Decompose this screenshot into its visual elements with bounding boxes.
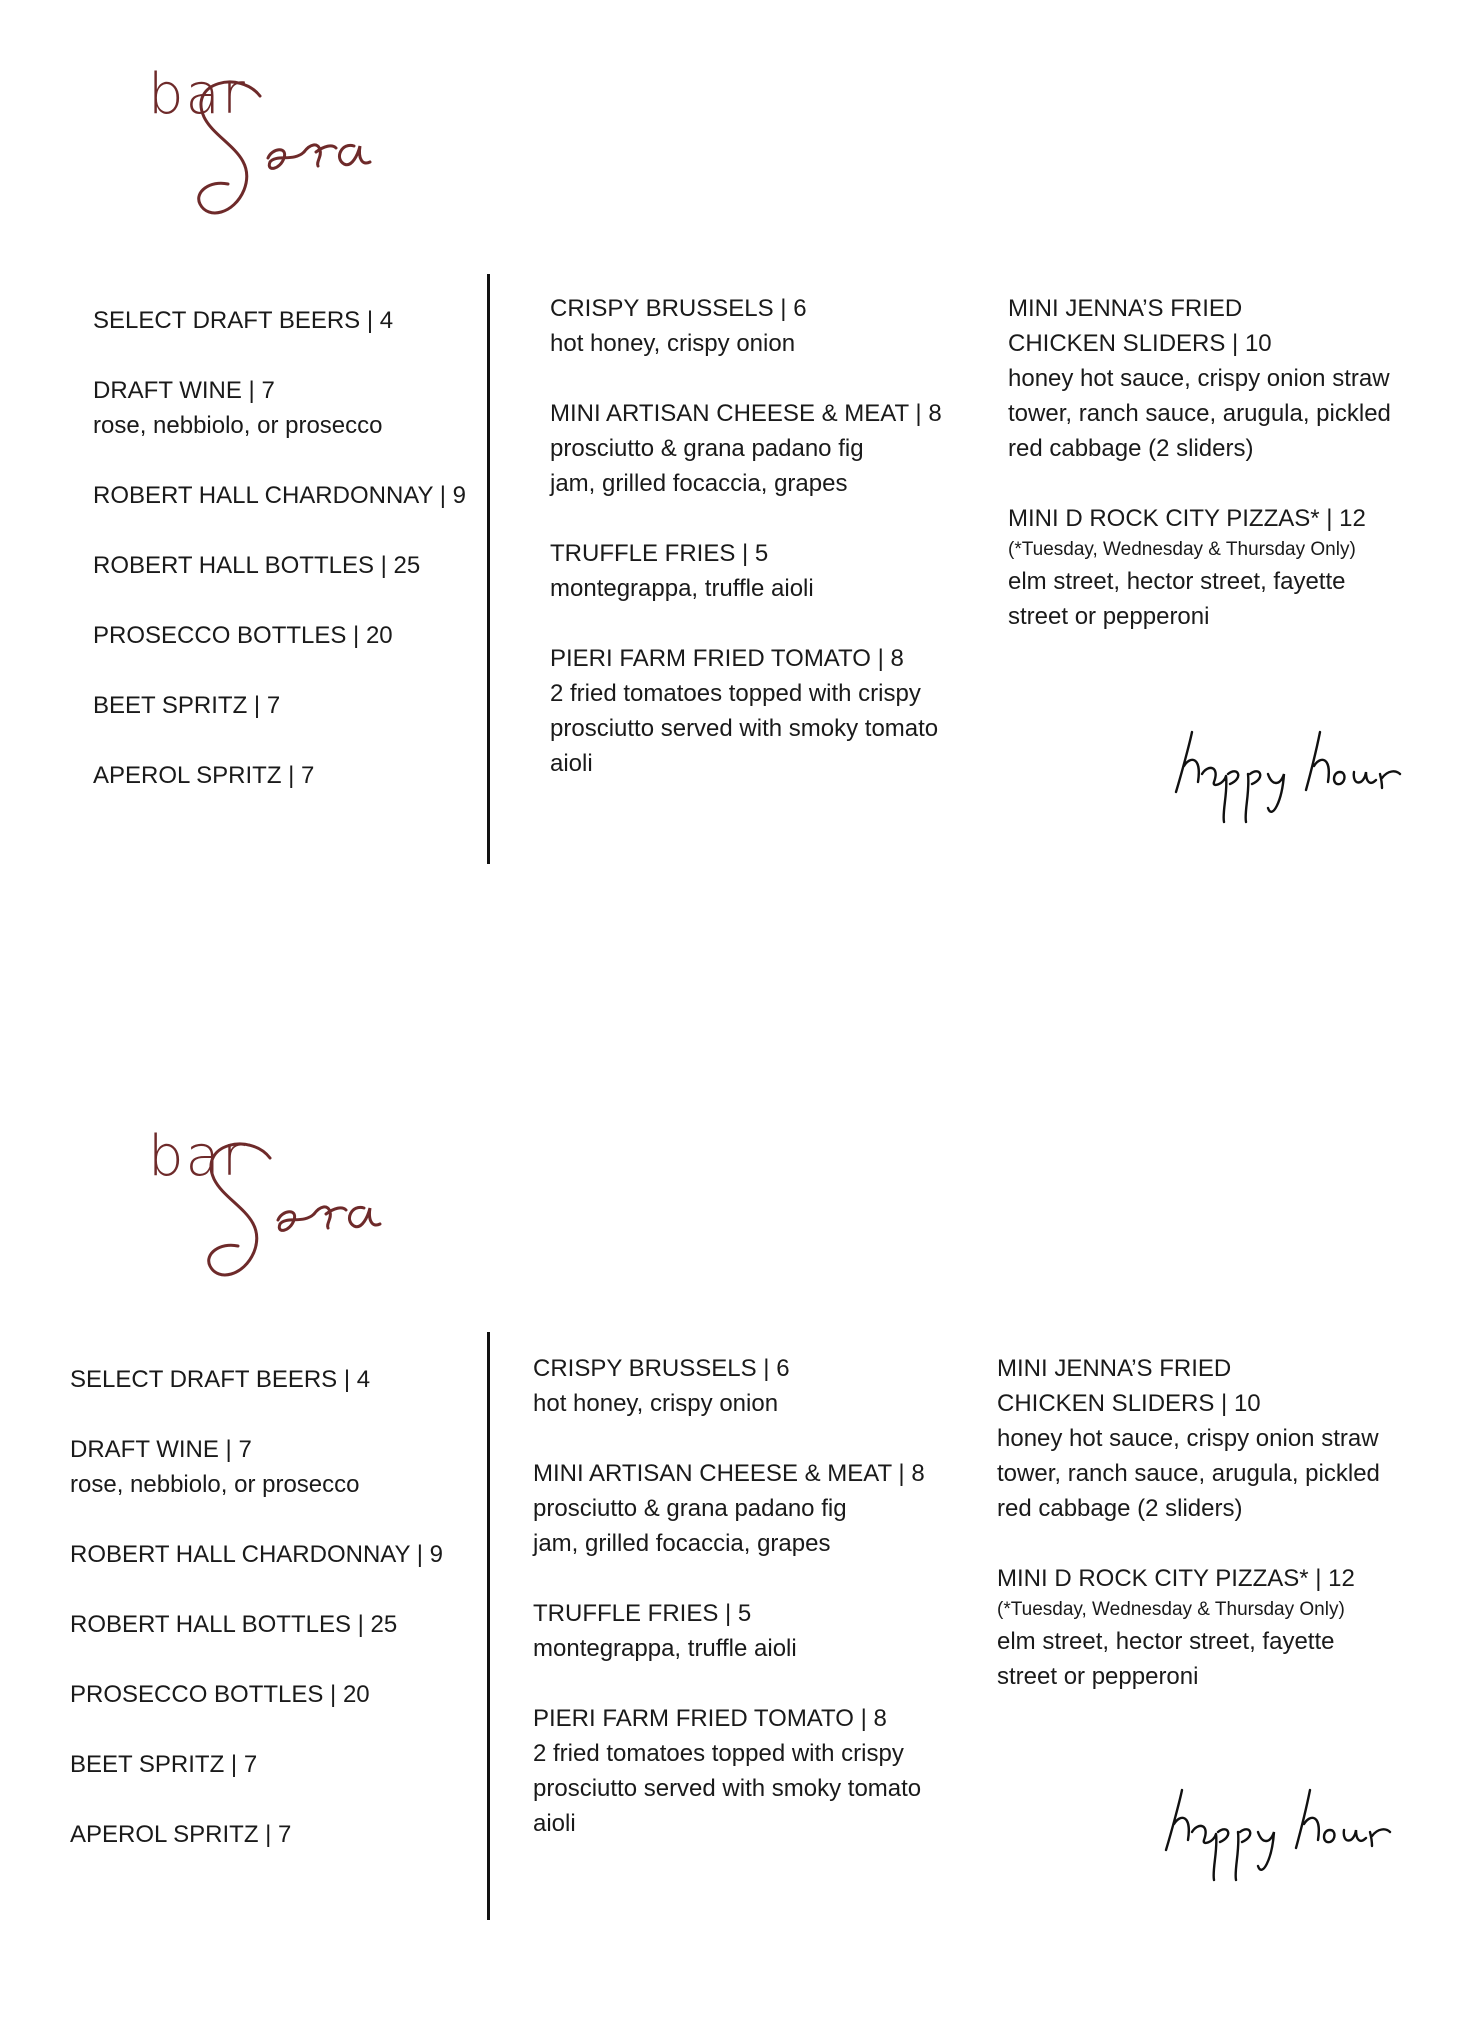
- item-name: MINI D ROCK CITY PIZZAS* | 12: [1008, 505, 1366, 532]
- item-name: BEET SPRITZ | 7: [93, 692, 281, 719]
- item-description: 2 fried tomatoes topped with crispy prosciutto served with smoky tomato aioli: [533, 1740, 922, 1837]
- drinks-column: [70, 1362, 470, 1887]
- item-description: prosciutto & grana padano fig jam, grilled focaccia, grapes: [533, 1495, 847, 1557]
- item-description: elm street, hector street, fayette street or pepperoni: [997, 1628, 1335, 1690]
- happy-hour-script: [1158, 1770, 1418, 1900]
- column-divider: [487, 1332, 490, 1920]
- menu-item: [550, 536, 970, 606]
- menu-item: [533, 1701, 963, 1841]
- menu-item: [70, 1537, 470, 1572]
- item-name: APEROL SPRITZ | 7: [93, 762, 315, 789]
- menu-copy-bottom: [0, 1060, 1484, 2020]
- menu-item: [93, 303, 473, 338]
- menu-item: [70, 1607, 470, 1642]
- happy-hour-script: [1168, 712, 1428, 842]
- item-name: PIERI FARM FRIED TOMATO | 8: [550, 645, 904, 672]
- menu-item: [533, 1456, 963, 1561]
- mains-column: [997, 1351, 1427, 1729]
- menu-item: [533, 1596, 963, 1666]
- item-availability-note: (*Tuesday, Wednesday & Thursday Only): [1008, 539, 1356, 560]
- mains-column: [1008, 291, 1428, 669]
- item-description: rose, nebbiolo, or prosecco: [70, 1471, 360, 1498]
- drinks-column: [93, 303, 473, 828]
- item-name: MINI ARTISAN CHEESE & MEAT | 8: [550, 400, 942, 427]
- menu-item: [93, 478, 473, 513]
- small-plates-column: [533, 1351, 963, 1876]
- item-name: SELECT DRAFT BEERS | 4: [70, 1366, 371, 1393]
- item-name: DRAFT WINE | 7: [93, 377, 275, 404]
- item-name: CRISPY BRUSSELS | 6: [533, 1355, 790, 1382]
- menu-item: [93, 618, 473, 653]
- item-name: PIERI FARM FRIED TOMATO | 8: [533, 1705, 887, 1732]
- item-name: MINI JENNA’S FRIED CHICKEN SLIDERS | 10: [1008, 295, 1272, 357]
- item-name: ROBERT HALL CHARDONNAY | 9: [70, 1541, 444, 1568]
- menu-item: [997, 1561, 1427, 1694]
- menu-item: [997, 1351, 1427, 1526]
- item-description: montegrappa, truffle aioli: [550, 575, 814, 602]
- item-name: MINI D ROCK CITY PIZZAS* | 12: [997, 1565, 1355, 1592]
- menu-item: [70, 1677, 470, 1712]
- menu-item: [1008, 291, 1428, 466]
- item-name: PROSECCO BOTTLES | 20: [93, 622, 393, 649]
- menu-item: [70, 1747, 470, 1782]
- item-description: honey hot sauce, crispy onion straw tower, ranch sauce, arugula, pickled red cabbage (2 sliders): [1008, 365, 1391, 462]
- menu-item: [70, 1432, 470, 1502]
- item-name: APEROL SPRITZ | 7: [70, 1821, 292, 1848]
- bar-sera-logo: [148, 62, 468, 232]
- item-name: ROBERT HALL CHARDONNAY | 9: [93, 482, 467, 509]
- item-description: montegrappa, truffle aioli: [533, 1635, 797, 1662]
- menu-copy-top: [0, 0, 1484, 960]
- item-name: MINI ARTISAN CHEESE & MEAT | 8: [533, 1460, 925, 1487]
- bar-sera-logo: [148, 1124, 468, 1294]
- item-name: ROBERT HALL BOTTLES | 25: [93, 552, 421, 579]
- item-description: 2 fried tomatoes topped with crispy prosciutto served with smoky tomato aioli: [550, 680, 939, 777]
- item-description: prosciutto & grana padano fig jam, grilled focaccia, grapes: [550, 435, 864, 497]
- item-name: PROSECCO BOTTLES | 20: [70, 1681, 370, 1708]
- menu-item: [70, 1362, 470, 1397]
- item-description: honey hot sauce, crispy onion straw tower, ranch sauce, arugula, pickled red cabbage (2 sliders): [997, 1425, 1380, 1522]
- item-description: rose, nebbiolo, or prosecco: [93, 412, 383, 439]
- menu-item: [533, 1351, 963, 1421]
- menu-item: [550, 641, 970, 781]
- menu-item: [550, 396, 950, 501]
- menu-item: [70, 1817, 470, 1852]
- item-availability-note: (*Tuesday, Wednesday & Thursday Only): [997, 1599, 1345, 1620]
- menu-item: [93, 688, 473, 723]
- item-name: BEET SPRITZ | 7: [70, 1751, 258, 1778]
- item-name: DRAFT WINE | 7: [70, 1436, 252, 1463]
- menu-item: [1008, 501, 1428, 634]
- item-description: hot honey, crispy onion: [533, 1390, 779, 1417]
- item-description: elm street, hector street, fayette street or pepperoni: [1008, 568, 1346, 630]
- item-name: CRISPY BRUSSELS | 6: [550, 295, 807, 322]
- logo-bar-text: bar: [148, 62, 247, 127]
- menu-item: [93, 758, 473, 793]
- item-name: TRUFFLE FRIES | 5: [550, 540, 769, 567]
- item-name: SELECT DRAFT BEERS | 4: [93, 307, 394, 334]
- sera-script-logo: [148, 1124, 468, 1294]
- menu-item: [93, 373, 473, 443]
- column-divider: [487, 274, 490, 864]
- sera-script-logo: [148, 62, 468, 232]
- menu-item: [550, 291, 970, 361]
- logo-bar-text: bar: [148, 1124, 247, 1189]
- item-name: MINI JENNA’S FRIED CHICKEN SLIDERS | 10: [997, 1355, 1261, 1417]
- small-plates-column: [550, 291, 970, 816]
- item-name: TRUFFLE FRIES | 5: [533, 1600, 752, 1627]
- item-description: hot honey, crispy onion: [550, 330, 796, 357]
- item-name: ROBERT HALL BOTTLES | 25: [70, 1611, 398, 1638]
- menu-item: [93, 548, 473, 583]
